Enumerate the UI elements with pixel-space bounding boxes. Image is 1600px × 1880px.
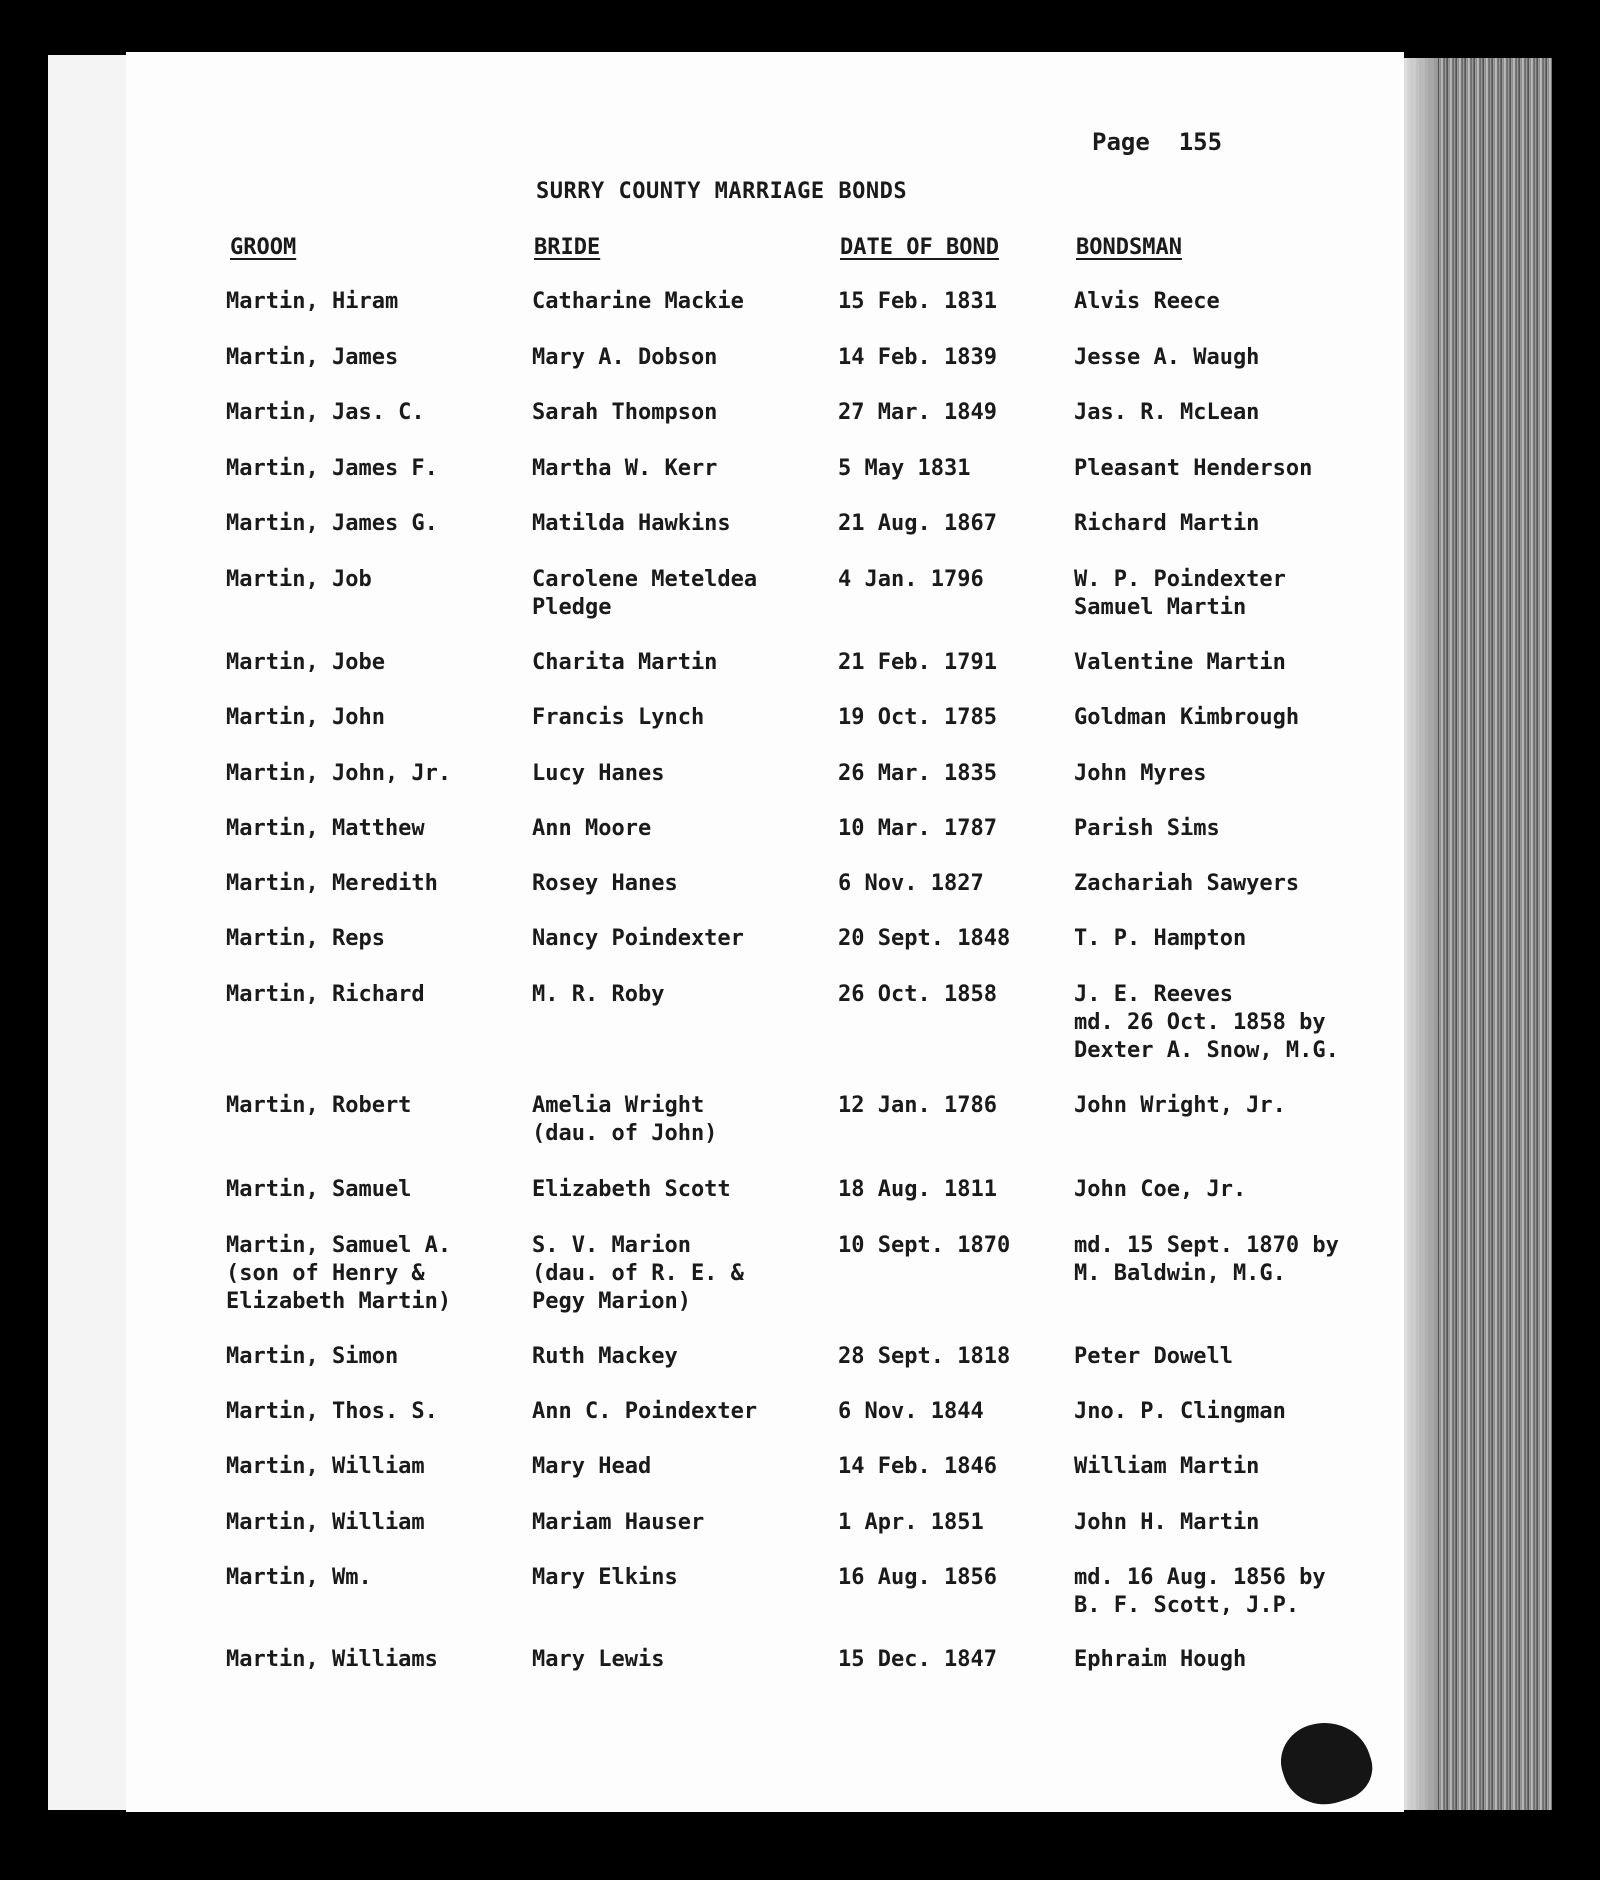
cell-groom: Martin, Samuel A. (son of Henry & Elizabeth Martin) (226, 1233, 452, 1314)
cell-groom: Martin, William (226, 1454, 425, 1479)
cell-groom: Martin, Job (226, 567, 372, 592)
cell-bondsman: Parish Sims (1074, 816, 1220, 841)
cell-bride: Catharine Mackie (532, 289, 744, 314)
cell-date: 12 Jan. 1786 (838, 1093, 997, 1118)
cell-bride: Ann C. Poindexter (532, 1399, 758, 1424)
cell-date: 20 Sept. 1848 (838, 926, 1011, 951)
cell-date: 21 Aug. 1867 (838, 511, 997, 536)
cell-date: 10 Mar. 1787 (838, 816, 997, 841)
cell-groom: Martin, Wm. (226, 1565, 372, 1590)
cell-groom: Martin, James (226, 345, 399, 370)
cell-bride: M. R. Roby (532, 982, 665, 1007)
cell-groom: Martin, John, Jr. (226, 761, 452, 786)
cell-bondsman: John Coe, Jr. (1074, 1177, 1247, 1202)
cell-bondsman: Richard Martin (1074, 511, 1260, 536)
cell-bondsman: Pleasant Henderson (1074, 456, 1313, 481)
cell-bride: Carolene Meteldea Pledge (532, 567, 758, 620)
cell-bondsman: md. 15 Sept. 1870 by M. Baldwin, M.G. (1074, 1233, 1339, 1286)
page-number: Page 155 (1092, 128, 1223, 156)
cell-groom: Martin, William (226, 1510, 425, 1535)
cell-bride: Sarah Thompson (532, 400, 718, 425)
cell-bondsman: md. 16 Aug. 1856 by B. F. Scott, J.P. (1074, 1565, 1326, 1618)
cell-bride: Ann Moore (532, 816, 652, 841)
cell-bride: Francis Lynch (532, 705, 705, 730)
cell-bondsman: William Martin (1074, 1454, 1260, 1479)
cell-bondsman: Peter Dowell (1074, 1344, 1233, 1369)
cell-bride: Ruth Mackey (532, 1344, 678, 1369)
cell-groom: Martin, Robert (226, 1093, 412, 1118)
cell-date: 6 Nov. 1827 (838, 871, 984, 896)
cell-groom: Martin, Matthew (226, 816, 425, 841)
column-header-bride: BRIDE (534, 235, 601, 260)
cell-date: 16 Aug. 1856 (838, 1565, 997, 1590)
cell-bondsman: Jno. P. Clingman (1074, 1399, 1286, 1424)
cell-bondsman: John Myres (1074, 761, 1207, 786)
cell-date: 14 Feb. 1839 (838, 345, 997, 370)
cell-bride: Mary Lewis (532, 1647, 665, 1672)
cell-bride: Mariam Hauser (532, 1510, 705, 1535)
cell-bride: Rosey Hanes (532, 871, 678, 896)
cell-groom: Martin, James G. (226, 511, 438, 536)
cell-bondsman: W. P. Poindexter Samuel Martin (1074, 567, 1286, 620)
cell-groom: Martin, Reps (226, 926, 385, 951)
cell-groom: Martin, John (226, 705, 385, 730)
cell-bondsman: Jesse A. Waugh (1074, 345, 1260, 370)
cell-groom: Martin, James F. (226, 456, 438, 481)
cell-date: 26 Oct. 1858 (838, 982, 997, 1007)
cell-bondsman: Alvis Reece (1074, 289, 1220, 314)
cell-date: 15 Dec. 1847 (838, 1647, 997, 1672)
cell-groom: Martin, Samuel (226, 1177, 412, 1202)
cell-groom: Martin, Williams (226, 1647, 438, 1672)
cell-groom: Martin, Richard (226, 982, 425, 1007)
cell-bondsman: John H. Martin (1074, 1510, 1260, 1535)
cell-bride: Nancy Poindexter (532, 926, 744, 951)
document-title: SURRY COUNTY MARRIAGE BONDS (536, 179, 908, 204)
cell-bride: Lucy Hanes (532, 761, 665, 786)
cell-date: 14 Feb. 1846 (838, 1454, 997, 1479)
cell-date: 5 May 1831 (838, 456, 971, 481)
cell-date: 10 Sept. 1870 (838, 1233, 1011, 1258)
cell-bride: Mary A. Dobson (532, 345, 718, 370)
cell-bride: Charita Martin (532, 650, 718, 675)
column-header-bondsman: BONDSMAN (1076, 235, 1182, 260)
cell-date: 15 Feb. 1831 (838, 289, 997, 314)
cell-bride: Mary Head (532, 1454, 652, 1479)
cell-bondsman: T. P. Hampton (1074, 926, 1247, 951)
cell-date: 21 Feb. 1791 (838, 650, 997, 675)
cell-date: 28 Sept. 1818 (838, 1344, 1011, 1369)
cell-bondsman: Jas. R. McLean (1074, 400, 1260, 425)
cell-groom: Martin, Thos. S. (226, 1399, 438, 1424)
cell-bondsman: Goldman Kimbrough (1074, 705, 1300, 730)
column-header-date: DATE OF BOND (840, 235, 999, 260)
cell-bondsman: Zachariah Sawyers (1074, 871, 1300, 896)
cell-bondsman: Valentine Martin (1074, 650, 1286, 675)
cell-groom: Martin, Jobe (226, 650, 385, 675)
cell-groom: Martin, Meredith (226, 871, 438, 896)
cell-groom: Martin, Jas. C. (226, 400, 425, 425)
cell-bondsman: Ephraim Hough (1074, 1647, 1247, 1672)
cell-date: 1 Apr. 1851 (838, 1510, 984, 1535)
cell-date: 19 Oct. 1785 (838, 705, 997, 730)
cell-date: 4 Jan. 1796 (838, 567, 984, 592)
cell-date: 6 Nov. 1844 (838, 1399, 984, 1424)
book-edge-shadow (1404, 58, 1438, 1810)
cell-date: 27 Mar. 1849 (838, 400, 997, 425)
cell-bride: Matilda Hawkins (532, 511, 731, 536)
cell-groom: Martin, Hiram (226, 289, 399, 314)
cell-bondsman: John Wright, Jr. (1074, 1093, 1286, 1118)
cell-bride: S. V. Marion (dau. of R. E. & Pegy Marion) (532, 1233, 744, 1314)
cell-date: 18 Aug. 1811 (838, 1177, 997, 1202)
cell-bondsman: J. E. Reeves md. 26 Oct. 1858 by Dexter A. Snow, M.G. (1074, 982, 1339, 1063)
cell-bride: Martha W. Kerr (532, 456, 718, 481)
cell-bride: Amelia Wright (dau. of John) (532, 1093, 718, 1146)
cell-bride: Elizabeth Scott (532, 1177, 731, 1202)
cell-bride: Mary Elkins (532, 1565, 678, 1590)
column-header-groom: GROOM (230, 235, 297, 260)
cell-groom: Martin, Simon (226, 1344, 399, 1369)
cell-date: 26 Mar. 1835 (838, 761, 997, 786)
